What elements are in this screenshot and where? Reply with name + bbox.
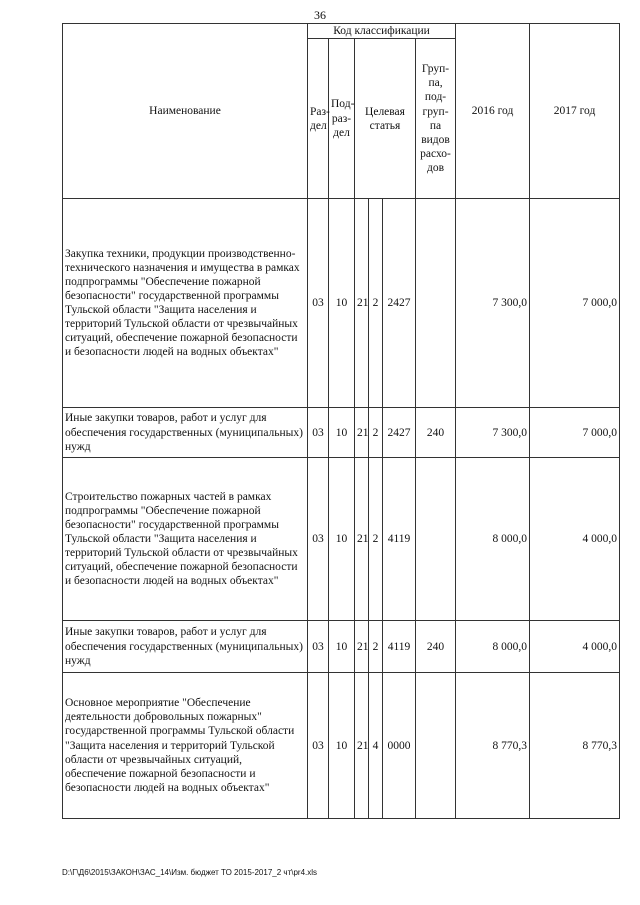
row-amount-2017: 4 000,0 (530, 458, 620, 621)
row-vid (416, 673, 456, 819)
row-name: Закупка техники, продукции производственно-технического назначения и имущества в рамках подпрограммы "Обеспечение пожарной безопасности" государственной программы Тульской области "Защита населения и территорий Тульской области от чрезвычайных ситуаций, обеспечение пожарной безопасности и безопасности людей на водных объектах" (63, 199, 308, 408)
header-year-2017: 2017 год (530, 24, 620, 199)
file-path-footer: D:\Г\Д6\2015\ЗАКОН\ЗАС_14\Изм. бюджет ТО 2015-2017_2 чт\pr4.xls (62, 868, 318, 877)
row-cs-program: 21 (355, 673, 369, 819)
row-amount-2017: 4 000,0 (530, 621, 620, 673)
row-cs-direction: 0000 (383, 673, 416, 819)
row-vid: 240 (416, 408, 456, 458)
row-amount-2016: 8 000,0 (456, 621, 530, 673)
row-podrazdel: 10 (329, 199, 355, 408)
row-cs-subprogram: 4 (369, 673, 383, 819)
table-row (63, 621, 620, 673)
row-razdel: 03 (308, 621, 329, 673)
page-number: 36 (314, 8, 326, 22)
row-amount-2016: 8 770,3 (456, 673, 530, 819)
row-amount-2017: 7 000,0 (530, 408, 620, 458)
row-vid (416, 199, 456, 408)
row-cs-subprogram: 2 (369, 199, 383, 408)
row-amount-2016: 8 000,0 (456, 458, 530, 621)
row-cs-subprogram: 2 (369, 621, 383, 673)
row-name: Основное мероприятие "Обеспечение деятельности добровольных пожарных" государственной программы Тульской области "Защита населения и территорий Тульской области от чрезвычайных ситуаций, обеспечение пожарной безопасности и безопасности людей на водных объектах" (63, 673, 308, 819)
table-row (63, 199, 620, 408)
row-razdel: 03 (308, 408, 329, 458)
row-vid (416, 458, 456, 621)
row-cs-program: 21 (355, 458, 369, 621)
header-razdel: Раз- дел (308, 39, 329, 199)
table-row (63, 458, 620, 621)
row-podrazdel: 10 (329, 458, 355, 621)
row-cs-program: 21 (355, 408, 369, 458)
budget-table (62, 23, 620, 819)
row-podrazdel: 10 (329, 408, 355, 458)
table-row (63, 408, 620, 458)
header-celevaya-statya: Целевая статья (355, 39, 416, 199)
row-name: Строительство пожарных частей в рамках подпрограммы "Обеспечение пожарной безопасности" государственной программы Тульской области "Защита населения и территорий Тульской области от чрезвычайных ситуаций, обеспечение пожарной безопасности и безопасности людей на водных объектах" (63, 458, 308, 621)
row-podrazdel: 10 (329, 621, 355, 673)
row-amount-2016: 7 300,0 (456, 408, 530, 458)
header-name: Наименование (63, 24, 308, 199)
row-name: Иные закупки товаров, работ и услуг для обеспечения государственных (муниципальных) нужд (63, 621, 308, 673)
row-podrazdel: 10 (329, 673, 355, 819)
header-year-2016: 2016 год (456, 24, 530, 199)
row-razdel: 03 (308, 199, 329, 408)
header-gruppa-vidov: Груп- па, под- груп- па видов расхо- дов (416, 39, 456, 199)
row-cs-subprogram: 2 (369, 458, 383, 621)
row-cs-direction: 2427 (383, 408, 416, 458)
row-cs-direction: 4119 (383, 458, 416, 621)
row-name: Иные закупки товаров, работ и услуг для обеспечения государственных (муниципальных) нужд (63, 408, 308, 458)
header-classification: Код классификации (308, 24, 456, 39)
row-cs-subprogram: 2 (369, 408, 383, 458)
row-cs-direction: 4119 (383, 621, 416, 673)
row-cs-program: 21 (355, 621, 369, 673)
row-amount-2016: 7 300,0 (456, 199, 530, 408)
row-vid: 240 (416, 621, 456, 673)
row-razdel: 03 (308, 673, 329, 819)
row-razdel: 03 (308, 458, 329, 621)
row-cs-direction: 2427 (383, 199, 416, 408)
row-cs-program: 21 (355, 199, 369, 408)
row-amount-2017: 7 000,0 (530, 199, 620, 408)
table-row (63, 673, 620, 819)
header-podrazdel: Под- раз- дел (329, 39, 355, 199)
row-amount-2017: 8 770,3 (530, 673, 620, 819)
